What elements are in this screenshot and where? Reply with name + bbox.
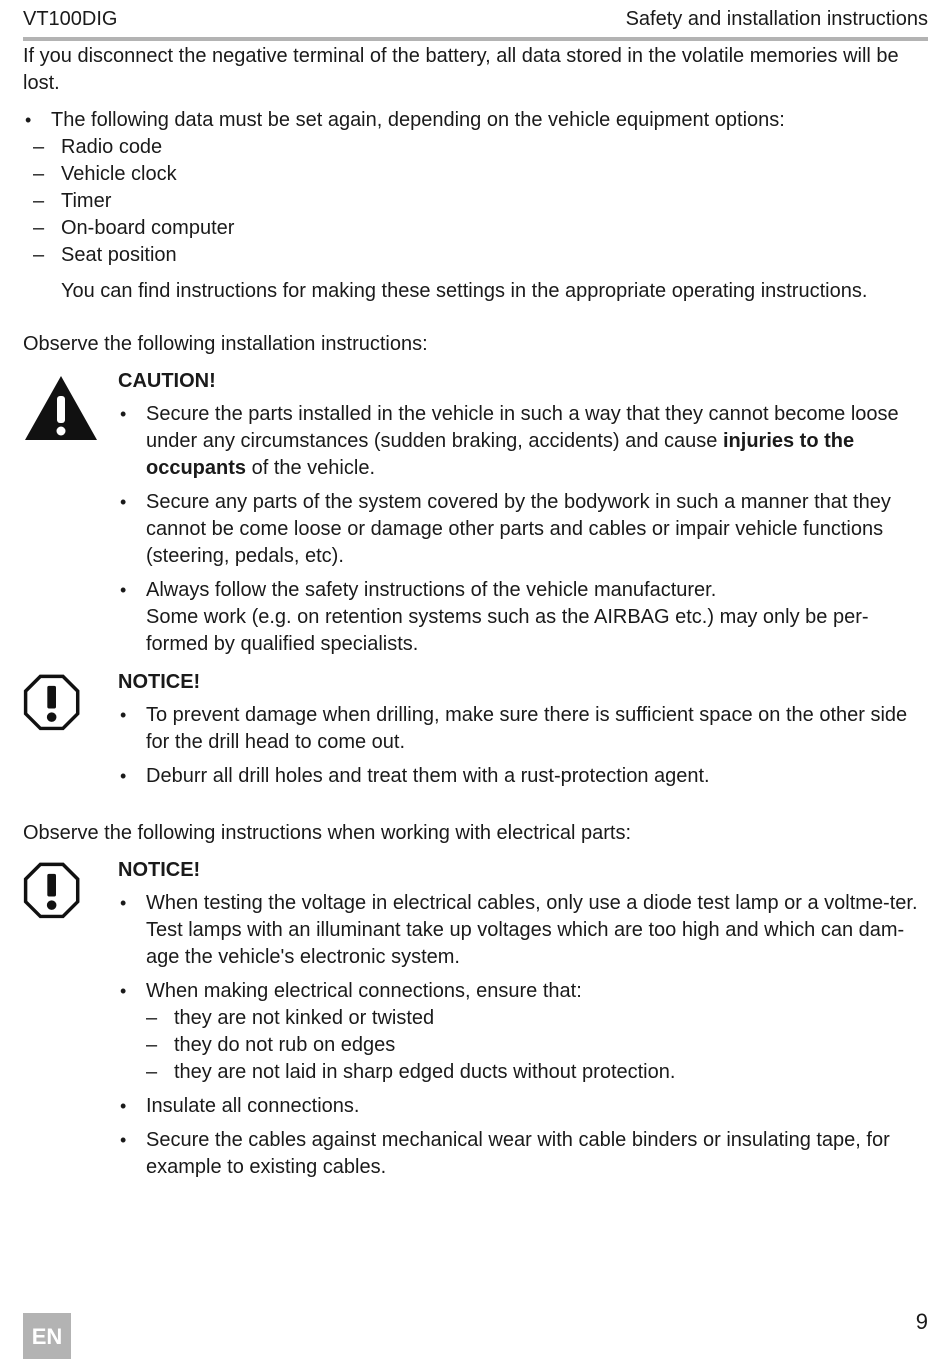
list-item	[23, 107, 928, 134]
list-item: – Timer	[23, 188, 928, 215]
drilling-notice-block	[23, 669, 928, 790]
list-item	[118, 890, 928, 971]
language-badge: EN	[23, 1313, 71, 1359]
list-item: • Secure the cables against mechanical wear with cable binders or insulating tape, for example to existing cables.	[118, 1127, 928, 1181]
electrical-list	[118, 890, 928, 1181]
list-item: – they are not kinked or twisted	[146, 1005, 928, 1032]
settings-note: You can find instructions for making these settings in the appropriate operating instructions.	[61, 280, 868, 302]
list-item: – Radio code	[23, 134, 928, 161]
list-item: – Seat position	[23, 242, 928, 269]
caution-text: • Always follow the safety instructions of the vehicle manufacturer.	[146, 579, 717, 601]
notice-heading: NOTICE!	[118, 671, 201, 693]
list-item: – Vehicle clock	[23, 161, 928, 188]
notice-octagon-icon	[23, 672, 89, 738]
installation-lead: Observe the following installation instructions:	[23, 333, 428, 355]
connection-sublist	[146, 1005, 928, 1086]
page-content	[23, 43, 928, 1188]
caution-emphasis: injuries to the occupants	[146, 430, 855, 479]
notice-text: • When making electrical connections, ensure that:	[146, 980, 582, 1002]
list-item: • Deburr all drill holes and treat them with a rust-protection agent.	[118, 763, 928, 790]
page-number: 9	[915, 1309, 928, 1334]
notice-list	[118, 702, 928, 790]
intro-list	[23, 107, 928, 134]
caution-text: Some work (e.g. on retention systems such as the AIRBAG etc.) may only be per-formed by qualified specialists.	[146, 606, 869, 655]
electrical-notice-block	[23, 857, 928, 1181]
header-rule	[23, 37, 928, 41]
caution-text: of the vehicle.	[246, 457, 375, 479]
doc-code: VT100DIG	[23, 8, 118, 30]
warning-triangle-icon	[23, 372, 99, 444]
caution-heading: CAUTION!	[118, 370, 216, 392]
intro-bullet-text: The following data must be set again, depending on the vehicle equipment options:	[51, 109, 785, 131]
electrical-lead: Observe the following instructions when working with electrical parts:	[23, 822, 632, 844]
notice-text: • When testing the voltage in electrical cables, only use a diode test lamp or a voltme-ter.	[146, 892, 918, 914]
list-item	[118, 577, 928, 658]
caution-list	[118, 401, 928, 658]
list-item: • Secure any parts of the system covered by the bodywork in such a manner that they cannot be come loose or damage other parts and cables or impair vehicle functions (steering, pedals, etc).	[118, 489, 928, 570]
caution-block	[23, 368, 928, 658]
list-item: – they are not laid in sharp edged ducts without protection.	[146, 1059, 928, 1086]
list-item: • To prevent damage when drilling, make sure there is sufficient space on the other side for the drill head to come out.	[118, 702, 928, 756]
list-item: – On-board computer	[23, 215, 928, 242]
list-item	[118, 401, 928, 482]
notice-octagon-icon	[23, 860, 89, 926]
list-item: – they do not rub on edges	[146, 1032, 928, 1059]
notice-text: Test lamps with an illuminant take up voltages which are too high and which can dam-age the vehicle's electronic system.	[146, 919, 905, 968]
page-header	[23, 6, 928, 36]
list-item: • Insulate all connections.	[118, 1093, 928, 1120]
section-title: Safety and installation instructions	[625, 8, 928, 30]
notice-heading: NOTICE!	[118, 859, 201, 881]
list-item	[118, 978, 928, 1086]
settings-list	[23, 134, 928, 269]
battery-warning: If you disconnect the negative terminal of the battery, all data stored in the volatile memories will be lost.	[23, 45, 899, 94]
caution-text: Secure the parts installed in the vehicle in such a way that they cannot become loose under any circumstances (sudden braking, accidents) and cause	[146, 403, 899, 452]
